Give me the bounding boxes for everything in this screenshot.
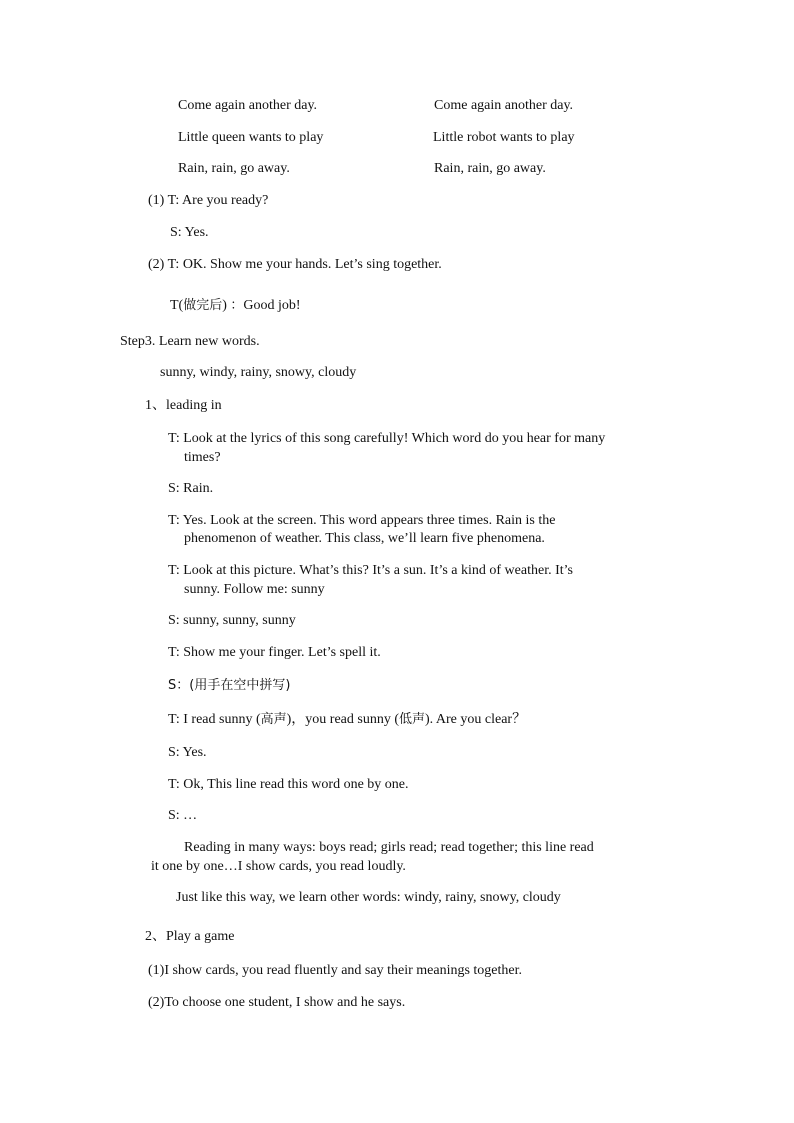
line-s-rain: S: Rain. (168, 481, 214, 496)
line-t-screen-cont: phenomenon of weather. This class, we’ll learn five phenomena. (184, 531, 545, 546)
line-s-ellipsis: S: … (168, 808, 198, 823)
new-words-list: sunny, windy, rainy, snowy, cloudy (160, 365, 357, 380)
line-t-finger: T: Show me your finger. Let’s spell it. (168, 645, 381, 660)
lyric-left-3: Rain, rain, go away. (178, 161, 290, 176)
line-t-loud-soft: T: I read sunny (高声)，you read sunny (低声). Are you clear？ (168, 712, 527, 727)
lyric-right-2: Little robot wants to play (433, 130, 575, 145)
lyric-left-1: Come again another day. (178, 98, 318, 113)
line-s-spell: S：(用手在空中拼写) (168, 678, 291, 693)
line-s-sunny: S: sunny, sunny, sunny (168, 613, 296, 628)
line-look-lyrics: T: Look at the lyrics of this song carefully! Which word do you hear for many (168, 431, 606, 446)
line-t-picture: T: Look at this picture. What’s this? It’s a sun. It’s a kind of weather. It’s (168, 563, 573, 578)
step3-heading: Step3. Learn new words. (120, 334, 260, 349)
dialogue-t-ready: (1) T: Are you ready? (148, 193, 269, 208)
line-t-screen: T: Yes. Look at the screen. This word appears three times. Rain is the (168, 513, 556, 528)
line-other-words: Just like this way, we learn other words: windy, rainy, snowy, cloudy (176, 890, 561, 905)
dialogue-t-sing: (2) T: OK. Show me your hands. Let’s sing together. (148, 257, 442, 272)
game-step-2: (2)To choose one student, I show and he says. (148, 995, 406, 1010)
line-look-lyrics-cont: times? (184, 450, 221, 465)
section-play-game: 2、Play a game (145, 929, 235, 944)
line-reading-ways: Reading in many ways: boys read; girls read; read together; this line read (184, 840, 594, 855)
dialogue-t-goodjob: T(做完后) ：Good job! (170, 298, 301, 313)
lyric-right-3: Rain, rain, go away. (434, 161, 546, 176)
lyric-left-2: Little queen wants to play (178, 130, 324, 145)
line-reading-ways-cont: it one by one…I show cards, you read loudly. (151, 859, 406, 874)
line-t-picture-cont: sunny. Follow me: sunny (184, 582, 325, 597)
section-leading-in: 1、leading in (145, 398, 222, 413)
lyric-right-1: Come again another day. (434, 98, 574, 113)
line-s-yes: S: Yes. (168, 745, 207, 760)
line-t-one-by-one: T: Ok, This line read this word one by one. (168, 777, 409, 792)
dialogue-s-yes: S: Yes. (170, 225, 209, 240)
game-step-1: (1)I show cards, you read fluently and say their meanings together. (148, 963, 523, 978)
